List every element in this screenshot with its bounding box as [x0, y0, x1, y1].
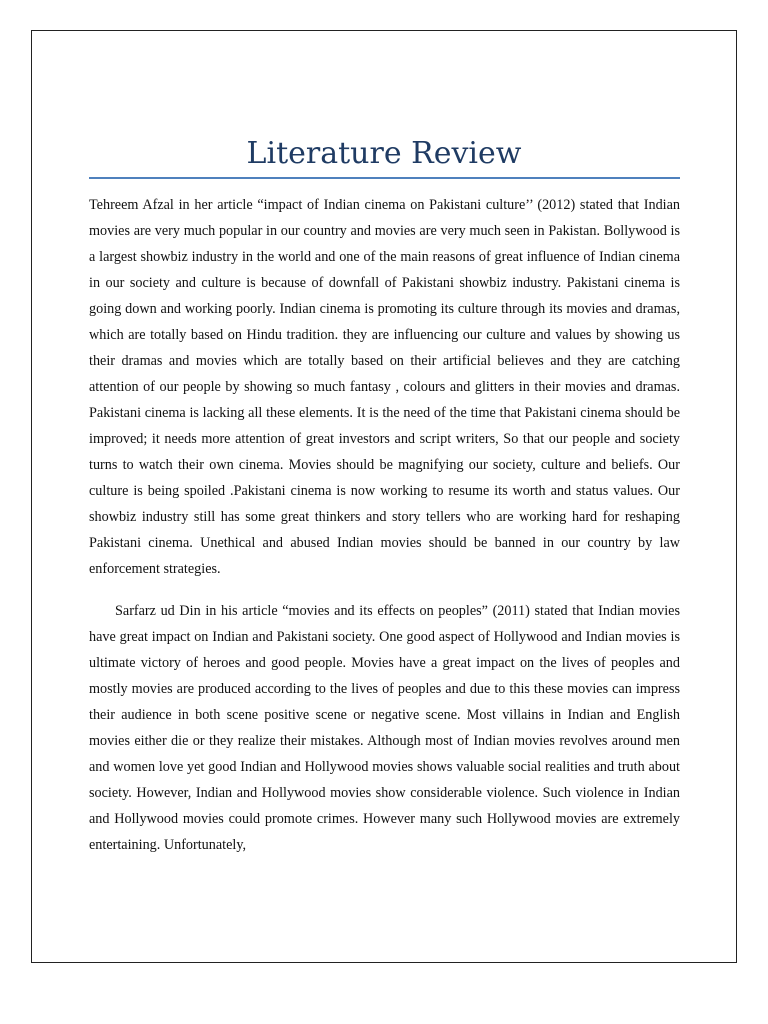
document-body [89, 192, 680, 858]
page-title: Literature Review [246, 136, 522, 171]
title-underline [89, 177, 680, 179]
paragraph-2: Sarfarz ud Din in his article “movies and its effects on peoples” (2011) stated that Indian movies have great impact on Indian and Pakistani society. One good aspect of Hollywood and Indian movies is ultimate victory of heroes and good people. Movies have a great impact on the lives of peoples and mostly movies are produced according to the lives of peoples and due to this these movies can impress their audience in both scene positive scene or negative scene. Most villains in Indian and English movies either die or they realize their mistakes. Although most of Indian movies revolves around men and women love yet good Indian and Hollywood movies shows valuable social realities and truth about society. However, Indian and Hollywood movies show considerable violence. Such violence in Indian and Hollywood movies could promote crimes. However many such Hollywood movies are extremely entertaining. Unfortunately, [89, 603, 680, 853]
paragraph-1: Tehreem Afzal in her article “impact of Indian cinema on Pakistani culture’’ (2012) stated that Indian movies are very much popular in our country and movies are very much seen in Pakistan. Bollywood is a largest showbiz industry in the world and one of the main reasons of great influence of Indian cinema in our society and culture is because of downfall of Pakistani showbiz industry. Pakistani cinema is going down and working poorly. Indian cinema is promoting its culture through its movies and dramas, which are totally based on Hindu tradition. they are influencing our culture and values by showing us their dramas and movies which are totally based on their artificial believes and they are catching attention of our people by showing so much fantasy , colours and glitters in their movies and dramas. Pakistani cinema is lacking all these elements. It is the need of the time that Pakistani cinema should be improved; it needs more attention of great investors and script writers, So that our people and society turns to watch their own cinema. Movies should be magnifying our society, culture and beliefs. Our culture is being spoiled .Pakistani cinema is now working to resume its worth and status values. Our showbiz industry still has some great thinkers and story tellers who are working hard for reshaping Pakistani cinema. Unethical and abused Indian movies should be banned in our country by law enforcement strategies. [89, 197, 680, 577]
